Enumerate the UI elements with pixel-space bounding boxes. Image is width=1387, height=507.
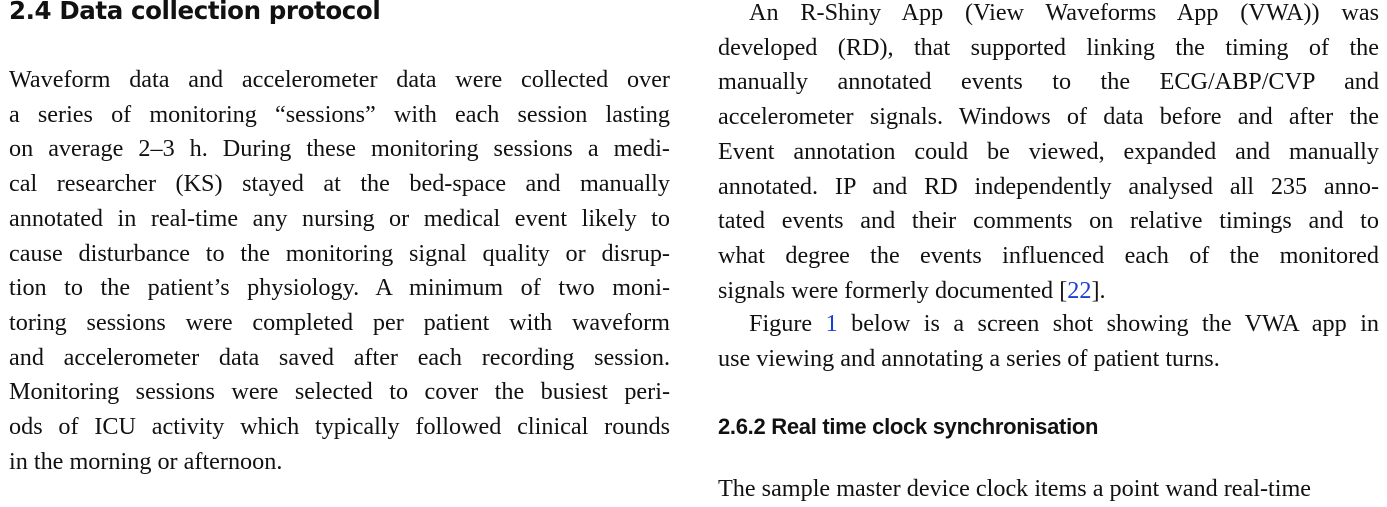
text-fragment: signals were formerly documented [: [718, 276, 1068, 304]
vwa-app-paragraph: [718, 0, 1379, 308]
text-line: Waveform data and accelerometer data were collected over: [9, 66, 670, 93]
citation-link[interactable]: 22: [1067, 276, 1092, 304]
text-line: [718, 307, 1379, 342]
text-line: use viewing and annotating a series of patient turns.: [718, 344, 1220, 372]
text-line: in the morning or afternoon.: [9, 447, 283, 475]
text-line: accelerometer signals. Windows of data before and after the: [718, 103, 1379, 131]
text-fragment: below is a screen shot showing the VWA app in: [837, 310, 1380, 337]
text-fragment: Figure: [749, 310, 826, 337]
subsection-heading: 2.6.2 Real time clock synchronisation: [718, 414, 1099, 439]
text-line: annotated in real-time any nursing or medical event likely to: [9, 204, 670, 232]
text-line: tated events and their comments on relative timings and to: [718, 207, 1379, 235]
text-line: on average 2–3 h. During these monitoring sessions a medi-: [9, 135, 670, 163]
text-line: what degree the events influenced each of the monitored: [718, 241, 1379, 269]
text-line: cause disturbance to the monitoring signal quality or disrup-: [9, 239, 670, 267]
data-collection-paragraph: [9, 63, 670, 479]
text-line: Event annotation could be viewed, expanded and manually: [718, 137, 1379, 165]
text-line: Monitoring sessions were selected to cover the busiest peri-: [9, 378, 670, 406]
clock-sync-paragraph-partial: The sample master device clock items a point wand real-time: [718, 475, 1312, 502]
text-line: developed (RD), that supported linking the timing of the: [718, 33, 1379, 61]
text-line: cal researcher (KS) stayed at the bed-space and manually: [9, 170, 670, 198]
text-line: annotated. IP and RD independently analysed all 235 anno-: [718, 172, 1379, 200]
text-line: manually annotated events to the ECG/ABP/CVP and: [718, 68, 1379, 96]
text-line: ods of ICU activity which typically followed clinical rounds: [9, 413, 670, 441]
figure-link[interactable]: 1: [825, 310, 838, 337]
section-heading: 2.4 Data collection protocol: [9, 0, 381, 25]
text-fragment: ].: [1091, 276, 1106, 304]
text-line: [718, 274, 1379, 309]
text-line: An R-Shiny App (View Waveforms App (VWA)) was: [749, 0, 1379, 26]
text-line: tion to the patient’s physiology. A minimum of two moni-: [9, 274, 670, 302]
text-line: and accelerometer data saved after each recording session.: [9, 343, 670, 371]
text-line: a series of monitoring “sessions” with each session lasting: [9, 100, 670, 128]
text-line: toring sessions were completed per patient with waveform: [9, 308, 670, 336]
figure-reference-paragraph: [718, 307, 1379, 376]
